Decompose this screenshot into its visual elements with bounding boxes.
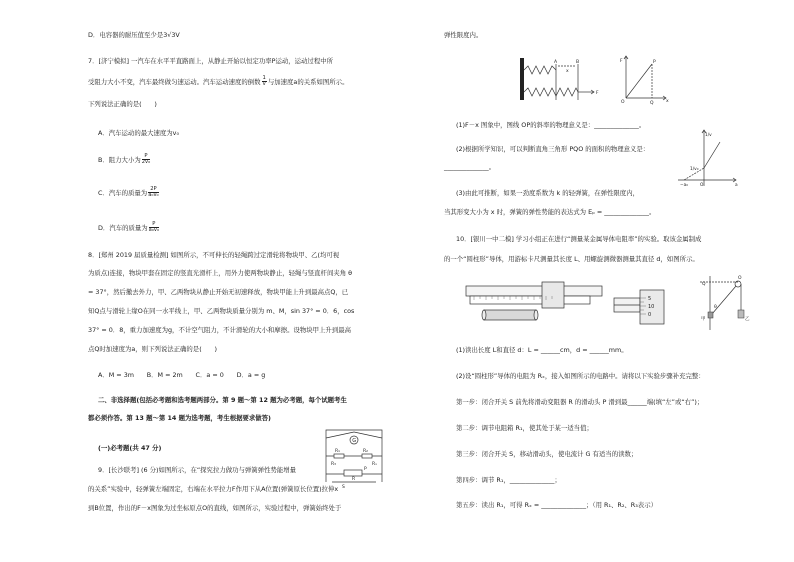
q10-part2: (2)设“圆柱形”导体的电阻为 Rₓ，接入如图所示的电路中。请将以下实验步骤补充完整：: [456, 372, 705, 380]
svg-text:Rₓ: Rₓ: [372, 462, 378, 467]
section2-heading-line1: 二、非选择题(包括必考题和选考题两部分。第 9 题～第 12 题为必考题，每个试题考生: [98, 396, 347, 404]
q7-option-c: C．汽车的质量为 $\frac{2P}{\text{a₀v₀}}$: [98, 186, 159, 199]
svg-text:x: x: [566, 69, 569, 74]
svg-text:a: a: [735, 183, 738, 188]
q7-line2: [88, 76, 348, 88]
svg-text:1/v: 1/v: [705, 133, 712, 138]
q7-line2-b: 与加速度a的关系如图所示。: [267, 77, 349, 86]
q7-inline-fraction: $\frac{1}{v}$: [262, 75, 266, 88]
svg-text:P: P: [364, 467, 367, 472]
svg-text:1/v₀: 1/v₀: [690, 167, 699, 172]
pulley-figure: [698, 274, 752, 332]
micrometer-figure: [612, 286, 668, 330]
q10-step3: 第三步：闭合开关 S，移动滑动头，使电流计 G 有适当的读数；: [456, 450, 638, 458]
bridge-circuit-figure: [322, 426, 386, 488]
svg-text:F: F: [596, 91, 599, 96]
q8-line2: 为质点)连接，物块甲套在固定的竖直光滑杆上，用外力使两物块静止，轻绳与竖直杆间夹角 θ: [88, 269, 353, 277]
svg-text:R₃: R₃: [331, 462, 336, 467]
svg-text:O: O: [700, 183, 704, 188]
q9-part1: (1)F－x 图象中，图线 OP的斜率的物理意义是：______________。: [456, 121, 646, 129]
svg-text:R₂: R₂: [363, 449, 368, 454]
svg-text:5: 5: [648, 296, 652, 302]
q8-line1: 8．[郑州 2019 届质量检测] 如图所示，不可伸长的轻绳跨过定滑轮将物块甲、乙(均可视: [88, 251, 340, 259]
svg-text:R₁: R₁: [335, 449, 340, 454]
q10-step2: 第二步：调节电阻箱 R₁，使其处于某一适当值；: [456, 424, 593, 432]
svg-text:x: x: [666, 99, 669, 104]
q7-line3: 下列说法正确的是( ): [88, 100, 157, 108]
svg-text:甲: 甲: [701, 317, 706, 322]
q8-line4: 知Q点与滑轮上缘O在同一水平线上，甲、乙两物块质量分别为 m、M，sin 37° = 0．6，cos: [88, 307, 355, 315]
q10-step1: 第一步：闭合开关 S 前先将滑动变阻器 R 的滑动头 P 滑到最______端(填“左”或“右”)；: [456, 398, 704, 406]
q9-part3-line1: (3)由此可推断，如果一劲度系数为 k 的轻弹簧，在弹性限度内，: [456, 189, 639, 197]
svg-text:O: O: [621, 100, 625, 105]
q7-line1: 7．[济宁模拟] 一汽车在水平平直路面上，从静止开始以恒定功率P运动，运动过程中所: [88, 57, 333, 65]
vernier-caliper-figure: [464, 280, 604, 330]
q7-line2-a: 受阻力大小不变，汽车最终做匀速运动。汽车运动速度的倒数: [88, 77, 261, 86]
spring-figure: [518, 56, 608, 102]
svg-text:A: A: [554, 60, 558, 65]
q9-part2-line1: (2)根据所学知识，可以判断直角三角形 PQO 的面积的物理意义是：: [456, 145, 650, 153]
q9-part2-line2: ______________。: [444, 163, 496, 171]
q9-line3: 到B位置，作出的F－x图象为过坐标原点O的直线，如图所示，实验过程中，弹簧始终处于: [88, 504, 342, 512]
q10-line1: 10．[银川一中二模] 学习小组正在进行“测量某金属导体电阻率”的实验。取该金属制成: [456, 235, 702, 243]
svg-text:B: B: [576, 60, 580, 65]
q10-line2: 的一个“圆柱形”导体，用游标卡尺测量其长度 L、用螺旋测微器测量其直径 d，如图所示。: [444, 255, 699, 263]
cir-g-label: G: [352, 438, 357, 444]
block-jia: [708, 312, 713, 318]
section2-heading-line2: 都必须作答。第 13 题～第 14 题为选考题，考生根据要求做答): [88, 414, 271, 422]
svg-text:θ: θ: [714, 305, 717, 310]
q9-part3-line2: 当其形变大小为 x 时，弹簧的弹性势能的表达式为 Eₚ = ______________。: [444, 208, 656, 216]
q10-step5: 第五步：读出 R₁，可得 Rₓ = ______________；（用 R₁、R₂、R₃表示）: [456, 501, 657, 509]
q10-step4: 第四步：调节 R₁，______________；: [456, 476, 561, 484]
section2-subheading: (一)必考题(共 47 分): [98, 444, 162, 452]
q6-option-d: D．电容器的耐压值至少是3√3V: [88, 31, 180, 39]
q8-line5: 37° = 0．8，重力加速度为g，不计空气阻力，不计滑轮的大小和摩擦。设物块甲上升到最高: [88, 326, 351, 334]
q7-option-b: B．阻力大小为 $\frac{P}{\text{2v₀}}$: [98, 153, 151, 166]
svg-text:0: 0: [648, 312, 652, 318]
q9-line1: 9．[长沙联考] (6 分)如图所示，在“探究拉力做功与弹簧弹性势能增量: [98, 466, 297, 474]
q9-continuation: 弹性限度内。: [444, 31, 483, 39]
q8-options: A．M = 3m B．M = 2m C．a = 0 D．a = g: [98, 371, 266, 379]
svg-text:乙: 乙: [745, 317, 750, 322]
q7-option-d: D．汽车的质量为 $\frac{P}{\text{a₀v₀}}$: [98, 221, 160, 234]
svg-text:10: 10: [648, 304, 655, 310]
q8-line6: 点Q时加速度为a，则下列说法正确的是( ): [88, 345, 217, 353]
svg-text:S: S: [342, 485, 345, 490]
q10-part1: (1)读出长度 L和直径 d：L = ______cm，d = ______mm。: [456, 346, 628, 354]
svg-text:Q: Q: [650, 101, 654, 106]
inverse-velocity-graph: [676, 128, 740, 188]
svg-text:R: R: [352, 477, 356, 482]
q7-option-a: A．汽车运动的最大速度为v₀: [98, 129, 180, 137]
svg-text:F: F: [620, 59, 623, 64]
svg-text:−a₀: −a₀: [680, 183, 688, 188]
svg-text:P: P: [653, 60, 656, 65]
q8-line3: = 37°，然后撤去外力，甲、乙两物块从静止开始无初速释放，物块甲能上升到最高点Q，已: [88, 288, 349, 296]
q9-line2: 的关系”实验中，轻弹簧左端固定，右端在水平拉力F作用下从A位置(弹簧原长位置)拉伸x: [88, 485, 339, 493]
block-yi: [738, 310, 744, 318]
svg-text:O: O: [738, 276, 742, 281]
force-displacement-graph: [620, 54, 670, 104]
svg-text:Q: Q: [702, 282, 706, 287]
